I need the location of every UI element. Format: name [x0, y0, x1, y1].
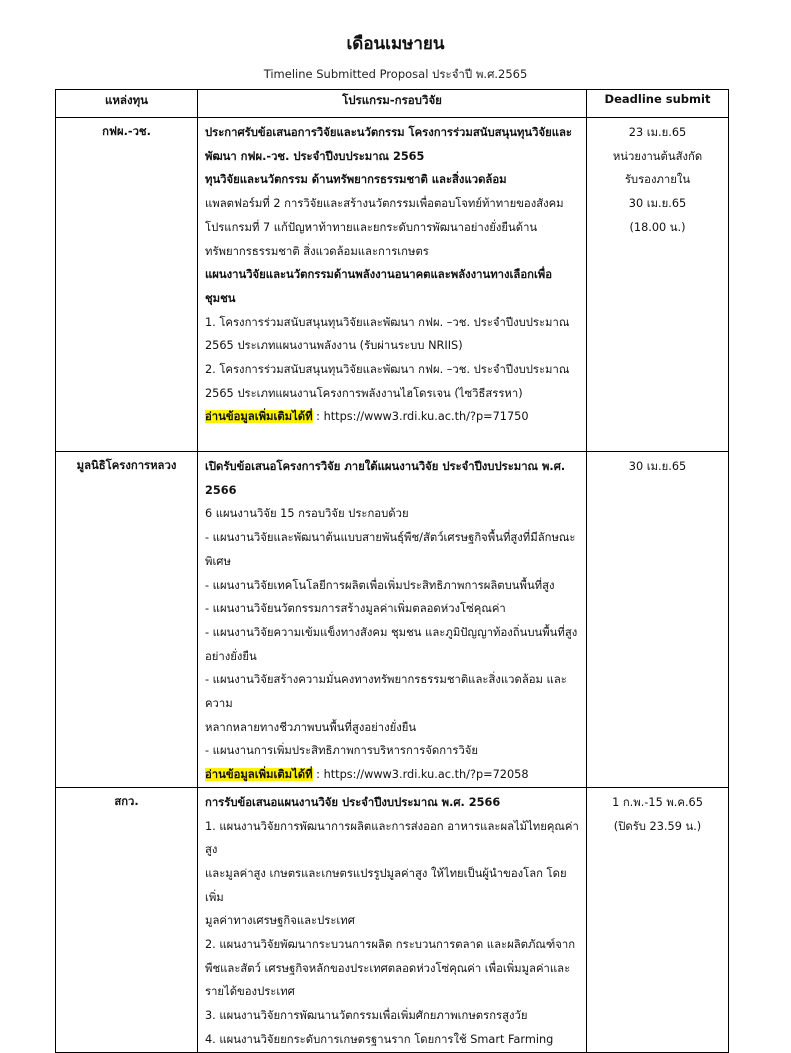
program-line: 2566 — [205, 483, 237, 497]
table-row — [56, 787, 729, 1052]
program-line: 2. แผนงานวิจัยพัฒนากระบวนการผลิต กระบวนการตลาด และผลิตภัณฑ์จาก — [205, 938, 576, 952]
program-line: ชุมชน — [205, 291, 236, 305]
program-line: ทรัพยากรธรรมชาติ สิ่งแวดล้อมและการเกษตร — [205, 244, 429, 258]
header-source: แหล่งทุน — [56, 90, 198, 118]
deadline-cell — [587, 118, 729, 452]
funding-source: กฟผ.-วช. — [56, 118, 198, 452]
program-line: 3. แผนงานวิจัยการพัฒนานวัตกรรมเพื่อเพิ่มศักยภาพเกษตรกรสูงวัย — [205, 1009, 528, 1023]
program-line: - แผนงานวิจัยสร้างความมั่นคงทางทรัพยากรธรรมชาติและสิ่งแวดล้อม และความ — [205, 673, 567, 711]
program-line: - แผนงานวิจัยและพัฒนาต้นแบบสายพันธุ์พืช/สัตว์เศรษฐกิจพื้นที่สูงที่มีลักษณะ — [205, 531, 576, 545]
read-more-label: อ่านข้อมูลเพิ่มเติมได้ที่ — [205, 410, 313, 424]
read-more-line — [205, 763, 582, 787]
deadline-line: (ปิดรับ 23.59 น.) — [613, 819, 702, 833]
read-more-label: อ่านข้อมูลเพิ่มเติมได้ที่ — [205, 768, 313, 782]
program-line: 2565 ประเภทแผนงานพลังงาน (รับผ่านระบบ NRIIS) — [205, 339, 463, 353]
page-title: เดือนเมษายน — [346, 34, 445, 54]
program-line: หลากหลายทางชีวภาพบนพื้นที่สูงอย่างยั่งยืน — [205, 720, 417, 734]
read-more-link[interactable]: : https://www3.rdi.ku.ac.th/?p=71750 — [312, 410, 529, 424]
funding-source: สกว. — [56, 787, 198, 1052]
timeline-table — [55, 89, 729, 1053]
program-line: 2565 ประเภทแผนงานโครงการพลังงานไฮโดรเจน (ไซวิธีสรรหา) — [205, 386, 523, 400]
program-line: รายได้ของประเทศ — [205, 985, 295, 999]
header-deadline: Deadline submit — [587, 90, 729, 118]
program-cell — [198, 452, 587, 788]
program-line: และมูลค่าสูง เกษตรและเกษตรแปรรูปมูลค่าสูง ให้ไทยเป็นผู้นำของโลก โดยเพิ่ม — [205, 866, 567, 904]
program-line: - แผนงานวิจัยความเข้มแข็งทางสังคม ชุมชน และภูมิปัญญาท้องถิ่นบนพื้นที่สูง — [205, 625, 578, 639]
program-line: การรับข้อเสนอแผนงานวิจัย ประจำปีงบประมาณ พ.ศ. 2566 — [205, 795, 501, 809]
deadline-line: 30 เม.ย.65 — [628, 197, 687, 211]
deadline-line: (18.00 น.) — [629, 220, 686, 234]
program-line: 2. โครงการร่วมสนับสนุนทุนวิจัยและพัฒนา กฟผ. –วช. ประจำปีงบประมาณ — [205, 363, 570, 377]
program-line: พัฒนา กฟผ.-วช. ประจำปีงบประมาณ 2565 — [205, 149, 425, 163]
program-line: 1. โครงการร่วมสนับสนุนทุนวิจัยและพัฒนา กฟผ. –วช. ประจำปีงบประมาณ — [205, 315, 570, 329]
program-line: ทุนวิจัยและนวัตกรรม ด้านทรัพยากรธรรมชาติ และสิ่งแวดล้อม — [205, 173, 507, 187]
read-more-line — [205, 405, 582, 429]
program-line: อย่างยั่งยืน — [205, 649, 257, 663]
program-line: - แผนงานวิจัยนวัตกรรมการสร้างมูลค่าเพิ่มตลอดห่วงโซ่คุณค่า — [205, 602, 506, 616]
program-line: 4. แผนงานวิจัยยกระดับการเกษตรฐานราก โดยการใช้ Smart Farming — [205, 1032, 554, 1046]
deadline-cell — [587, 787, 729, 1052]
header-program: โปรแกรม-กรอบวิจัย — [198, 90, 587, 118]
program-line: แพลตฟอร์มที่ 2 การวิจัยและสร้างนวัตกรรมเพื่อตอบโจทย์ท้าทายของสังคม — [205, 197, 564, 211]
program-line: มูลค่าทางเศรษฐกิจและประเทศ — [205, 914, 355, 928]
deadline-line: หน่วยงานต้นสังกัด — [612, 149, 703, 163]
program-line: พืชและสัตว์ เศรษฐกิจหลักของประเทศตลอดห่วงโซ่คุณค่า เพื่อเพิ่มมูลค่าและ — [205, 961, 571, 975]
deadline-cell — [587, 452, 729, 788]
program-line: โปรแกรมที่ 7 แก้ปัญหาท้าทายและยกระดับการพัฒนาอย่างยั่งยืนด้าน — [205, 220, 538, 234]
program-line: - แผนงานวิจัยเทคโนโลยีการผลิตเพื่อเพิ่มประสิทธิภาพการผลิตบนพื้นที่สูง — [205, 578, 555, 592]
program-line: 1. แผนงานวิจัยการพัฒนาการผลิตและการส่งออก อาหารและผลไม้ไทยคุณค่าสูง — [205, 819, 579, 857]
table-row — [56, 118, 729, 452]
program-cell — [198, 787, 587, 1052]
program-line: ประกาศรับข้อเสนอการวิจัยและนวัตกรรม โครงการร่วมสนับสนุนทุนวิจัยและ — [205, 126, 572, 139]
table-header-row — [56, 90, 729, 118]
read-more-link[interactable]: : https://www3.rdi.ku.ac.th/?p=72058 — [312, 768, 529, 782]
program-line: พิเศษ — [205, 554, 231, 568]
funding-source: มูลนิธิโครงการหลวง — [56, 452, 198, 788]
program-line: เปิดรับข้อเสนอโครงการวิจัย ภายใต้แผนงานวิจัย ประจำปีงบประมาณ พ.ศ. — [205, 460, 566, 473]
page-subtitle: Timeline Submitted Proposal ประจำปี พ.ศ.2565 — [263, 67, 528, 81]
program-line: 6 แผนงานวิจัย 15 กรอบวิจัย ประกอบด้วย — [205, 507, 409, 521]
program-line: แผนงานวิจัยและนวัตกรรมด้านพลังงานอนาคตและพลังงานทางเลือกเพื่อ — [205, 268, 553, 282]
deadline-line: 1 ก.พ.-15 พ.ค.65 — [612, 795, 703, 809]
deadline-line: 23 เม.ย.65 — [628, 126, 687, 139]
program-line: - แผนงานการเพิ่มประสิทธิภาพการบริหารการจัดการวิจัย — [205, 744, 479, 758]
deadline-line: รับรองภายใน — [624, 173, 691, 187]
program-cell — [198, 118, 587, 452]
table-row — [56, 452, 729, 788]
deadline-line: 30 เม.ย.65 — [628, 460, 687, 473]
